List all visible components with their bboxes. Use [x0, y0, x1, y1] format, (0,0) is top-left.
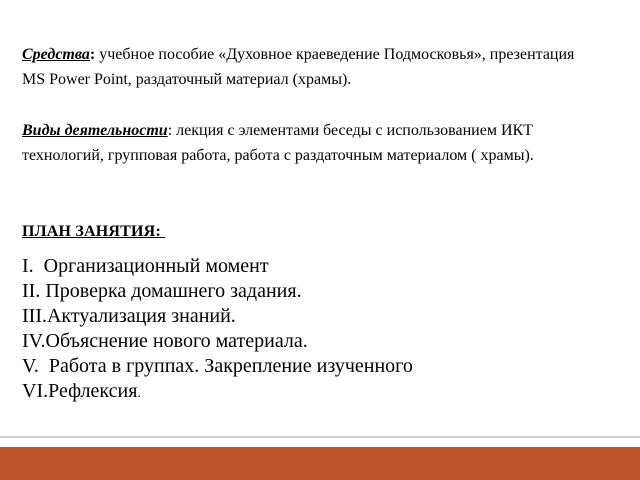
plan-item: III.Актуализация знаний. [22, 305, 236, 327]
means-paragraph [22, 42, 582, 92]
activities-term: Виды деятельности [22, 122, 168, 139]
means-text: учебное пособие «Духовное краеведение Подмосковья», презентация MS Power Point, раздаточный материал (храмы). [22, 46, 575, 88]
plan-list [22, 254, 413, 406]
activities-colon: : [167, 122, 173, 139]
plan-item [22, 379, 413, 406]
activities-paragraph [22, 118, 582, 168]
footer-bar [0, 447, 640, 480]
plan-item-tail: . [137, 386, 141, 401]
footer-divider [0, 436, 640, 438]
means-colon: : [89, 46, 96, 63]
plan-item: IV.Объяснение нового материала. [22, 330, 308, 352]
means-term: Средства [22, 46, 90, 63]
plan-item: II. Проверка домашнего задания. [22, 280, 302, 302]
plan-item: V. Работа в группах. Закрепление изученного [22, 355, 413, 377]
plan-item: I. Организационный момент [22, 255, 269, 277]
plan-title: ПЛАН ЗАНЯТИЯ: [22, 223, 166, 240]
plan-item-text: VI.Рефлексия [22, 380, 138, 402]
activities-text: лекция с элементами беседы с использованием ИКТ технологий, групповая работа, работа с раздаточным материалом ( храмы). [22, 122, 534, 164]
